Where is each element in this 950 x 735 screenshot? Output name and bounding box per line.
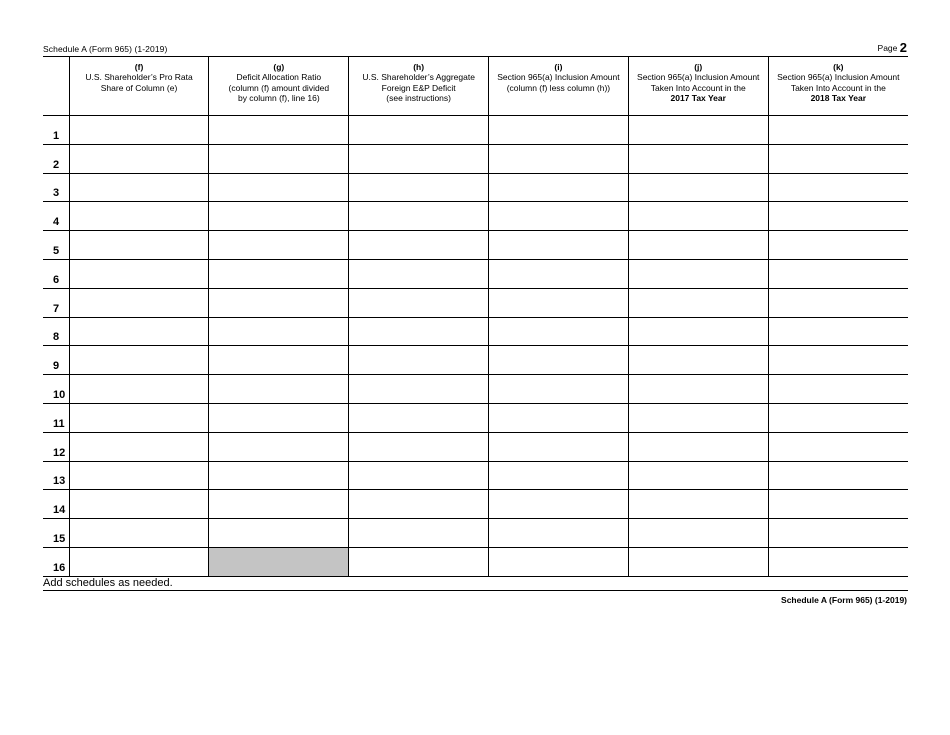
column-header-i — [489, 57, 629, 116]
column-description: Taken Into Account in the — [650, 82, 746, 93]
entry-field-column-f[interactable] — [69, 173, 209, 202]
entry-field-column-g[interactable] — [209, 144, 349, 173]
line-number: 2 — [43, 144, 69, 173]
entry-field-column-f[interactable] — [69, 259, 209, 288]
table-row — [43, 403, 908, 432]
entry-field-column-i[interactable] — [489, 403, 629, 432]
column-letter: (i) — [554, 62, 563, 72]
entry-field-column-j[interactable] — [628, 317, 768, 346]
entry-field-column-k[interactable] — [768, 202, 908, 231]
entry-field-column-h[interactable] — [349, 288, 489, 317]
entry-field-column-f[interactable] — [69, 202, 209, 231]
column-description: Share of Column (e) — [100, 82, 178, 93]
entry-field-column-h[interactable] — [349, 403, 489, 432]
entry-field-column-i[interactable] — [489, 547, 629, 576]
entry-field-column-h[interactable] — [349, 231, 489, 260]
entry-field-column-k[interactable] — [768, 231, 908, 260]
entry-field-column-i[interactable] — [489, 375, 629, 404]
entry-field-column-f[interactable] — [69, 346, 209, 375]
entry-field-column-j[interactable] — [628, 547, 768, 576]
table-row — [43, 375, 908, 404]
entry-field-column-j[interactable] — [628, 288, 768, 317]
line-number: 11 — [43, 403, 69, 432]
entry-field-column-j[interactable] — [628, 116, 768, 145]
column-letter: (k) — [833, 62, 844, 72]
page-number: 2 — [899, 40, 907, 55]
entry-field-column-f[interactable] — [69, 375, 209, 404]
entry-field-column-k[interactable] — [768, 288, 908, 317]
table-row — [43, 116, 908, 145]
entry-field-column-k[interactable] — [768, 375, 908, 404]
line-number: 16 — [43, 547, 69, 576]
column-description: U.S. Shareholder’s Pro Rata — [85, 72, 193, 83]
entry-field-column-k[interactable] — [768, 403, 908, 432]
entry-field-column-i[interactable] — [489, 461, 629, 490]
table-row — [43, 288, 908, 317]
column-header-h — [349, 57, 489, 116]
form-identifier: Schedule A (Form 965) (1-2019) — [43, 44, 168, 54]
line-number-header — [43, 57, 69, 116]
entry-field-column-h[interactable] — [349, 432, 489, 461]
entry-field-column-g[interactable] — [209, 202, 349, 231]
entry-field-column-f[interactable] — [69, 490, 209, 519]
line-number: 5 — [43, 231, 69, 260]
entry-field-column-j[interactable] — [628, 259, 768, 288]
column-letter: (j) — [694, 62, 703, 72]
entry-field-column-f[interactable] — [69, 461, 209, 490]
entry-field-column-h[interactable] — [349, 375, 489, 404]
column-header-j — [628, 57, 768, 116]
entry-field-column-i[interactable] — [489, 432, 629, 461]
column-description: Section 965(a) Inclusion Amount — [777, 72, 900, 83]
entry-field-column-i[interactable] — [489, 288, 629, 317]
table-row — [43, 173, 908, 202]
entry-field-column-k[interactable] — [768, 490, 908, 519]
column-description: (see instructions) — [386, 93, 451, 104]
table-row — [43, 231, 908, 260]
entry-field-column-f[interactable] — [69, 547, 209, 576]
entry-field-column-k[interactable] — [768, 346, 908, 375]
column-description: Taken Into Account in the — [790, 82, 886, 93]
line-number: 13 — [43, 461, 69, 490]
table-row — [43, 461, 908, 490]
entry-field-column-g[interactable] — [209, 317, 349, 346]
entry-field-column-i[interactable] — [489, 490, 629, 519]
entry-field-column-k[interactable] — [768, 173, 908, 202]
line-number: 12 — [43, 432, 69, 461]
column-description: Section 965(a) Inclusion Amount — [637, 72, 760, 83]
entry-field-column-g[interactable] — [209, 403, 349, 432]
page-indicator — [878, 40, 907, 55]
table-row — [43, 202, 908, 231]
column-header-g — [209, 57, 349, 116]
entry-field-column-g[interactable] — [209, 461, 349, 490]
line-number: 7 — [43, 288, 69, 317]
column-description: Foreign E&P Deficit — [381, 82, 456, 93]
entry-field-column-g[interactable] — [209, 173, 349, 202]
entry-field-column-g[interactable] — [209, 375, 349, 404]
add-schedules-note: Add schedules as needed. — [43, 577, 173, 589]
entry-field-column-h[interactable] — [349, 461, 489, 490]
column-letter: (h) — [413, 62, 425, 72]
column-description: (column (f) less column (h)) — [506, 82, 611, 93]
entry-field-column-j[interactable] — [628, 403, 768, 432]
table-row — [43, 346, 908, 375]
entry-field-column-k[interactable] — [768, 547, 908, 576]
entry-field-column-i[interactable] — [489, 346, 629, 375]
entry-field-column-i[interactable] — [489, 519, 629, 548]
entry-field-column-j[interactable] — [628, 432, 768, 461]
column-description: Section 965(a) Inclusion Amount — [497, 72, 620, 83]
column-description: Deficit Allocation Ratio — [236, 72, 322, 83]
entry-field-column-f[interactable] — [69, 231, 209, 260]
entry-field-column-h[interactable] — [349, 259, 489, 288]
entry-field-column-g[interactable] — [209, 116, 349, 145]
column-header-row — [43, 57, 908, 116]
entry-field-column-g[interactable] — [209, 288, 349, 317]
entry-field-column-h[interactable] — [349, 547, 489, 576]
line-number: 10 — [43, 375, 69, 404]
entry-field-column-i[interactable] — [489, 116, 629, 145]
entry-field-column-g[interactable] — [209, 259, 349, 288]
table-row — [43, 432, 908, 461]
entry-field-column-j[interactable] — [628, 202, 768, 231]
column-description: U.S. Shareholder’s Aggregate — [362, 72, 475, 83]
entry-field-column-g[interactable] — [209, 346, 349, 375]
line-number: 3 — [43, 173, 69, 202]
entry-field-column-i[interactable] — [489, 144, 629, 173]
table-row — [43, 490, 908, 519]
entry-field-column-k[interactable] — [768, 116, 908, 145]
entry-field-column-h[interactable] — [349, 202, 489, 231]
column-description: (column (f) amount divided — [228, 82, 330, 93]
entry-field-column-j[interactable] — [628, 144, 768, 173]
entry-field-column-h[interactable] — [349, 116, 489, 145]
column-header-f — [69, 57, 209, 116]
entry-field-column-i[interactable] — [489, 231, 629, 260]
line-number: 4 — [43, 202, 69, 231]
schedule-table — [43, 56, 908, 577]
line-number: 14 — [43, 490, 69, 519]
entry-field-column-j[interactable] — [628, 346, 768, 375]
table-row — [43, 259, 908, 288]
entry-field-column-h[interactable] — [349, 144, 489, 173]
column-tax-year: 2017 Tax Year — [670, 93, 726, 104]
entry-field-column-k[interactable] — [768, 519, 908, 548]
table-row — [43, 144, 908, 173]
shaded-cell — [209, 547, 349, 576]
entry-field-column-k[interactable] — [768, 432, 908, 461]
entry-field-column-f[interactable] — [69, 288, 209, 317]
footer-form-identifier: Schedule A (Form 965) (1-2019) — [781, 595, 907, 605]
entry-field-column-j[interactable] — [628, 490, 768, 519]
entry-field-column-j[interactable] — [628, 173, 768, 202]
entry-field-column-f[interactable] — [69, 432, 209, 461]
line-number: 15 — [43, 519, 69, 548]
entry-field-column-i[interactable] — [489, 173, 629, 202]
line-number: 9 — [43, 346, 69, 375]
entry-field-column-g[interactable] — [209, 231, 349, 260]
entry-field-column-h[interactable] — [349, 346, 489, 375]
column-tax-year: 2018 Tax Year — [810, 93, 867, 104]
entry-field-column-i[interactable] — [489, 202, 629, 231]
entry-field-column-f[interactable] — [69, 116, 209, 145]
table-row — [43, 519, 908, 548]
entry-field-column-f[interactable] — [69, 519, 209, 548]
entry-field-column-f[interactable] — [69, 403, 209, 432]
entry-field-column-j[interactable] — [628, 461, 768, 490]
entry-field-column-h[interactable] — [349, 490, 489, 519]
line-number: 8 — [43, 317, 69, 346]
column-letter: (g) — [273, 62, 285, 72]
entry-field-column-h[interactable] — [349, 519, 489, 548]
entry-field-column-k[interactable] — [768, 317, 908, 346]
entry-field-column-j[interactable] — [628, 231, 768, 260]
entry-field-column-j[interactable] — [628, 375, 768, 404]
entry-field-column-k[interactable] — [768, 259, 908, 288]
entry-field-column-g[interactable] — [209, 519, 349, 548]
line-number: 6 — [43, 259, 69, 288]
entry-field-column-k[interactable] — [768, 461, 908, 490]
line-number: 1 — [43, 116, 69, 145]
entry-field-column-k[interactable] — [768, 144, 908, 173]
entry-field-column-h[interactable] — [349, 317, 489, 346]
column-description: by column (f), line 16) — [237, 93, 320, 104]
entry-field-column-g[interactable] — [209, 490, 349, 519]
table-row — [43, 547, 908, 576]
footer-divider — [43, 590, 908, 591]
entry-field-column-i[interactable] — [489, 317, 629, 346]
entry-field-column-j[interactable] — [628, 519, 768, 548]
table-row — [43, 317, 908, 346]
column-letter: (f) — [134, 62, 144, 72]
entry-field-column-f[interactable] — [69, 317, 209, 346]
entry-field-column-h[interactable] — [349, 173, 489, 202]
entry-field-column-g[interactable] — [209, 432, 349, 461]
column-header-k — [768, 57, 908, 116]
page-label: Page — [877, 43, 898, 53]
entry-field-column-i[interactable] — [489, 259, 629, 288]
entry-field-column-f[interactable] — [69, 144, 209, 173]
